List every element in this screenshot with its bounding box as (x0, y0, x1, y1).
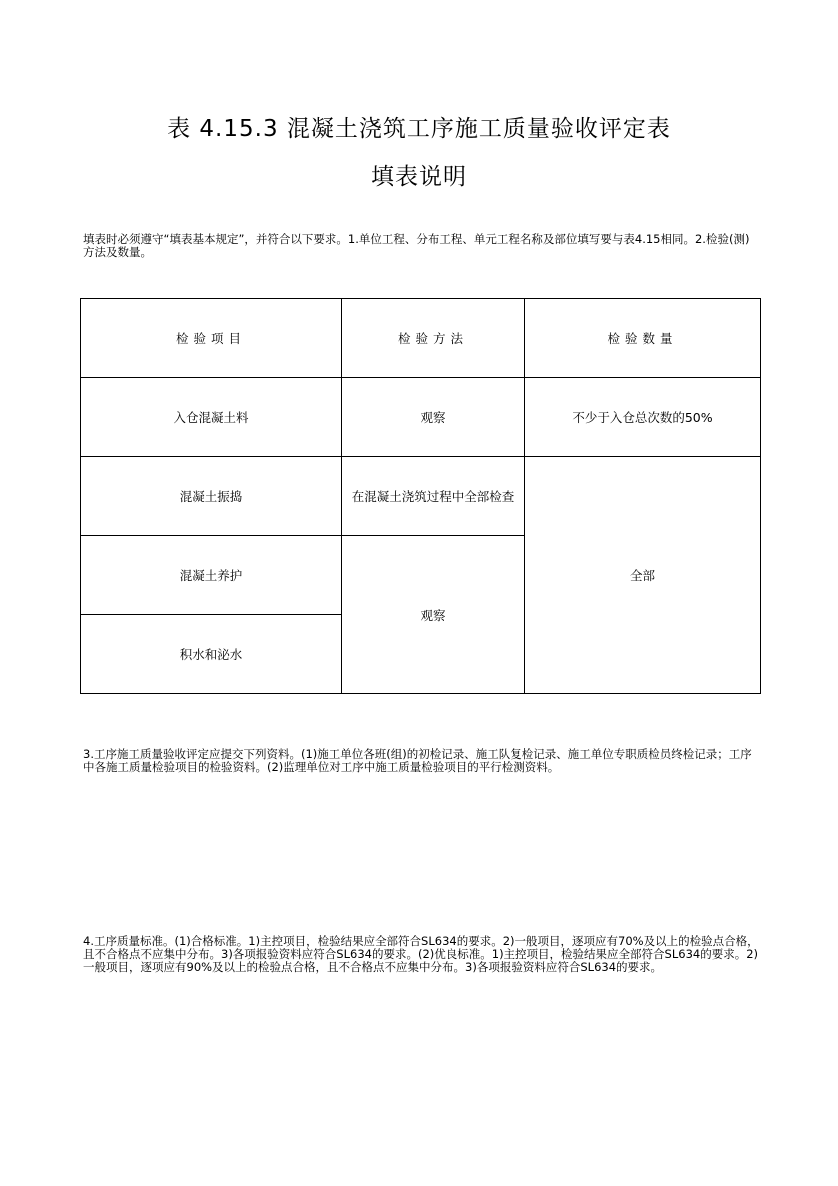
table-header-row (81, 299, 761, 378)
note-3-paragraph: 3.工序施工质量验收评定应提交下列资料。(1)施工单位各班(组)的初检记录、施工队复检记录、施工单位专职质检员终检记录；工序中各施工质量检验项目的检验资料。(2)监理单位对工序中施工质量检验项目的平行检测资料。 (83, 747, 752, 774)
cell-item: 入仓混凝土料 (81, 378, 342, 457)
header-method: 检验方法 (342, 299, 525, 378)
cell-quantity: 全部 (525, 457, 761, 694)
header-item: 检验项目 (81, 299, 342, 378)
intro-paragraph: 填表时必须遵守“填表基本规定”，并符合以下要求。1.单位工程、分布工程、单元工程名称及部位填写要与表4.15相同。2.检验(测)方法及数量。 (83, 232, 750, 259)
cell-item: 积水和泌水 (81, 615, 342, 694)
table-row (81, 378, 761, 457)
cell-method: 观察 (342, 536, 525, 694)
cell-item: 混凝土养护 (81, 536, 342, 615)
page-subtitle: 填表说明 (371, 164, 467, 190)
cell-method: 观察 (342, 378, 525, 457)
table-row (81, 457, 761, 536)
page-title: 表 4.15.3 混凝土浇筑工序施工质量验收评定表 (167, 116, 671, 142)
note-4-paragraph: 4.工序质量标准。(1)合格标准。1)主控项目，检验结果应全部符合SL634的要求。2)一般项目，逐项应有70%及以上的检验点合格，且不合格点不应集中分布。3)各项报验资料应符合SL634的要求。(2)优良标准。1)主控项目，检验结果应全部符合SL634的要求。2)一般项目，逐项应有90%及以上的检验点合格，且不合格点不应集中分布。3)各项报验资料应符合SL634的要求。 (83, 934, 759, 974)
header-quantity: 检验数量 (525, 299, 761, 378)
cell-quantity: 不少于入仓总次数的50% (525, 378, 761, 457)
inspection-table (80, 298, 761, 694)
cell-item: 混凝土振捣 (81, 457, 342, 536)
cell-method: 在混凝土浇筑过程中全部检查 (342, 457, 525, 536)
